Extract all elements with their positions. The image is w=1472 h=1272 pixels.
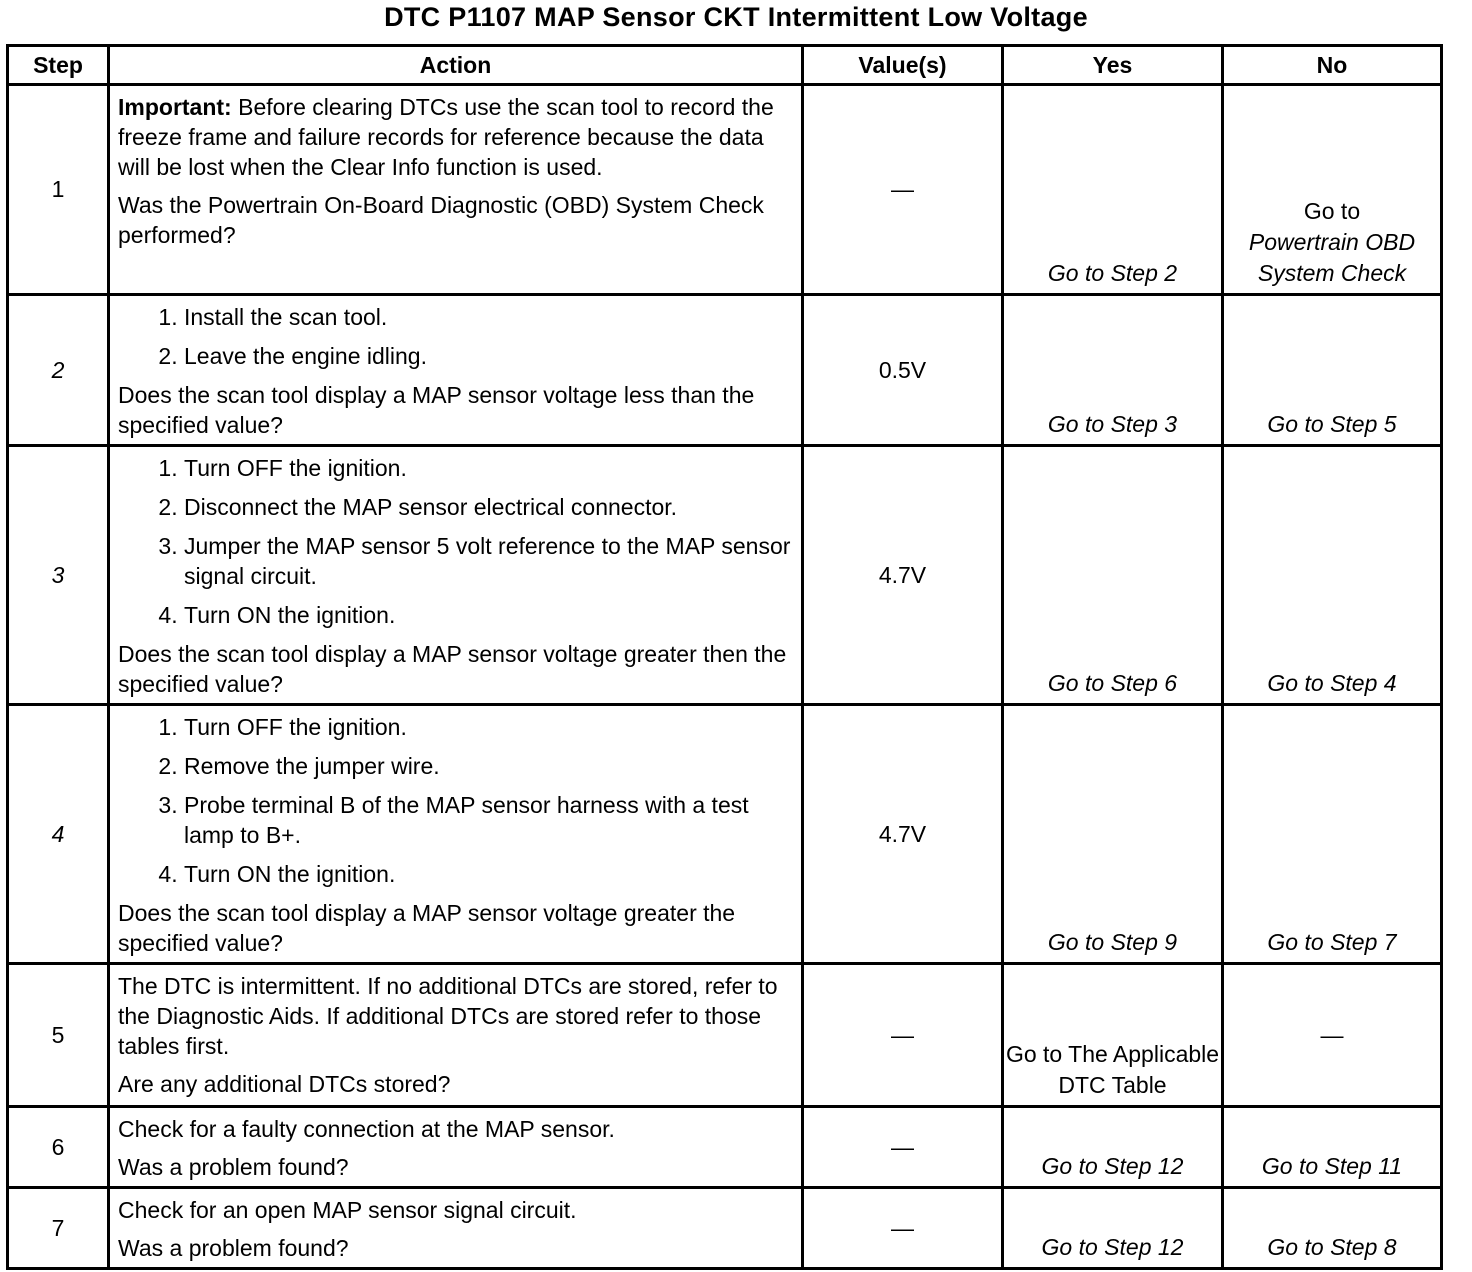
action-item: 2. Remove the jumper wire. [184,751,793,781]
action-list [118,302,793,371]
action-text: Check for an open MAP sensor signal circuit. [118,1197,577,1223]
header-yes: Yes [1003,46,1223,85]
action-item: 2. Disconnect the MAP sensor electrical connector. [184,492,793,522]
value-cell: — [803,85,1003,295]
no-cell: Go to Step 7 [1223,705,1442,964]
action-item: 1. Install the scan tool. [184,302,793,332]
no-cell: — [1223,964,1442,1107]
action-question: Does the scan tool display a MAP sensor voltage less than the specified value? [118,382,755,438]
header-values: Value(s) [803,46,1003,85]
page-title: DTC P1107 MAP Sensor CKT Intermittent Low Voltage [384,2,1088,32]
step-number: 5 [8,964,109,1107]
no-cell: Go to Step 8 [1223,1188,1442,1269]
step-number: 4 [8,705,109,964]
action-item: 3. Probe terminal B of the MAP sensor harness with a test lamp to B+. [184,790,793,850]
header-step: Step [8,46,109,85]
action-text: Check for a faulty connection at the MAP sensor. [118,1116,615,1142]
yes-cell: Go to Step 2 [1003,85,1223,295]
important-text: Before clearing DTCs use the scan tool to record the freeze frame and failure records for reference because the data will be lost when the Clear Info function is used. [118,94,774,180]
header-row [8,46,1442,85]
action-question: Does the scan tool display a MAP sensor voltage greater the specified value? [118,900,736,956]
step-number: 6 [8,1107,109,1188]
action-cell [109,85,803,295]
diagnostic-table [6,44,1443,1270]
step-number: 2 [8,295,109,446]
action-item: 4. Turn ON the ignition. [184,859,793,889]
table-row [8,705,1442,964]
no-cell: Go to Step 11 [1223,1107,1442,1188]
value-cell: — [803,964,1003,1107]
action-item: 2. Leave the engine idling. [184,341,793,371]
no-goto-label: Go to [1303,198,1361,224]
important-note [118,92,793,182]
table-row [8,1107,1442,1188]
action-cell [109,295,803,446]
value-cell: 4.7V [803,705,1003,964]
yes-cell: Go to Step 12 [1003,1107,1223,1188]
action-cell [109,1188,803,1269]
header-no: No [1223,46,1442,85]
table-row [8,964,1442,1107]
action-list [118,712,793,889]
yes-cell: Go to The Applicable DTC Table [1003,964,1223,1107]
action-cell [109,964,803,1107]
action-question: Was a problem found? [118,1235,349,1261]
action-cell [109,1107,803,1188]
action-question: Was the Powertrain On-Board Diagnostic (OBD) System Check performed? [118,192,764,248]
value-cell: 4.7V [803,446,1003,705]
table-row [8,446,1442,705]
action-cell [109,705,803,964]
action-question: Was a problem found? [118,1154,349,1180]
no-goto-target: Powertrain OBD System Check [1248,229,1416,286]
action-question: Does the scan tool display a MAP sensor voltage greater then the specified value? [118,641,787,697]
action-item: 3. Jumper the MAP sensor 5 volt reference to the MAP sensor signal circuit. [184,531,793,591]
no-cell [1223,85,1442,295]
yes-cell: Go to Step 3 [1003,295,1223,446]
value-cell: — [803,1107,1003,1188]
yes-cell: Go to Step 6 [1003,446,1223,705]
action-item: 1. Turn OFF the ignition. [184,453,793,483]
table-row [8,85,1442,295]
table-row [8,1188,1442,1269]
value-cell: — [803,1188,1003,1269]
no-cell: Go to Step 4 [1223,446,1442,705]
yes-cell: Go to Step 12 [1003,1188,1223,1269]
action-item: 4. Turn ON the ignition. [184,600,793,630]
action-text: The DTC is intermittent. If no additional DTCs are stored, refer to the Diagnostic Aids. If additional DTCs are stored refer to those tables first. [118,973,778,1059]
action-item: 1. Turn OFF the ignition. [184,712,793,742]
action-question: Are any additional DTCs stored? [118,1071,451,1097]
header-action: Action [109,46,803,85]
no-cell: Go to Step 5 [1223,295,1442,446]
value-cell: 0.5V [803,295,1003,446]
important-label: Important: [118,94,232,120]
action-list [118,453,793,630]
step-number: 7 [8,1188,109,1269]
table-row [8,295,1442,446]
action-cell [109,446,803,705]
step-number: 3 [8,446,109,705]
yes-cell: Go to Step 9 [1003,705,1223,964]
step-number: 1 [8,85,109,295]
